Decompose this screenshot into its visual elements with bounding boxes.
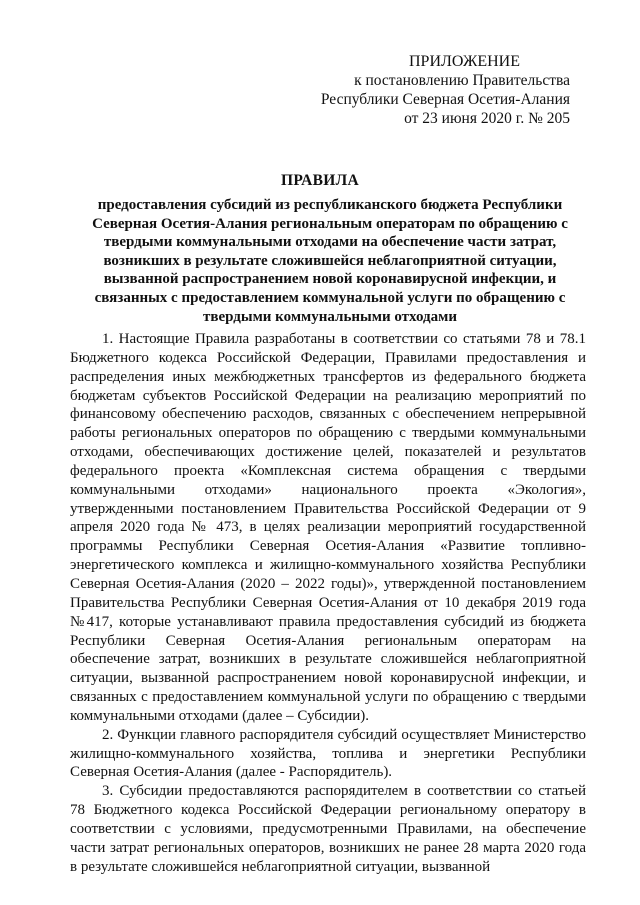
appendix-title: ПРИЛОЖЕНИЕ [408,53,520,70]
appendix-line-resolution: к постановлению Правительства [354,72,570,89]
appendix-line-government: Республики Северная Осетия-Алания [320,91,570,108]
paragraph-3: 3. Субсидии предоставляются распорядителем в соответствии со статьей 78 Бюджетного кодекса Российской Федерации региональному оператору в соответствии с условиями, предусмотренными Правилами, на обеспечение части затрат региональных операторов, возникших не ранее 28 марта 2020 года в результате сложившейся неблагоприятной ситуации, вызванной [70,783,586,875]
document-body [70,330,586,876]
document-title: ПРАВИЛА [281,172,359,189]
appendix-header [250,52,570,128]
paragraph-2: 2. Функции главного распорядителя субсидий осуществляет Министерство жилищно-коммунального хозяйства, топлива и энергетики Республики Северная Осетия-Алания (далее - Распорядитель). [70,726,586,781]
appendix-line-date: от 23 июня 2020 г. № 205 [404,110,570,127]
paragraph-1: 1. Настоящие Правила разработаны в соответствии со статьями 78 и 78.1 Бюджетного кодекса Российской Федерации, Правилами предоставления и распределения иных межбюджетных трансфертов из федерального бюджета бюджетам субъектов Российской Федерации на реализацию мероприятий по финансовому обеспечению расходов, связанных с обеспечением непрерывной работы региональных операторов по обращению с твердыми коммунальными отходами, обеспечивающих достижение целей, показателей и результатов федерального проекта «Комплексная система обращения с твердыми коммунальными отходами» национального проекта «Экология», утвержденными постановлением Правительства Российской Федерации от 9 апреля 2020 года № 473, в целях реализации мероприятий государственной программы Республики Северная Осетия-Алания «Развитие топливно-энергетического комплекса и жилищно-коммунального хозяйства Республики Северная Осетия-Алания (2020 – 2022 годы)», утвержденной постановлением Правительства Республики Северная Осетия-Алания от 10 декабря 2019 года №417, которые устанавливают правила предоставления субсидий из бюджета Республики Северная Осетия-Алания региональным операторам на обеспечение затрат, возникших в результате сложившейся неблагоприятной ситуации, вызванной распространением новой коронавирусной инфекции, и связанных с предоставлением коммунальной услуги по обращению с твердыми коммунальными отходами (далее – Субсидии). [70,331,586,724]
document-subtitle: предоставления субсидий из республиканского бюджета Республики Северная Осетия-Алания региональным операторам по обращению с твердыми коммунальными отходами на обеспечение части затрат, возникших в результате сложившейся неблагоприятной ситуации, вызванной распространением новой коронавирусной инфекции, и связанных с предоставлением коммунальной услуги по обращению с твердыми коммунальными отходами [92,197,568,325]
